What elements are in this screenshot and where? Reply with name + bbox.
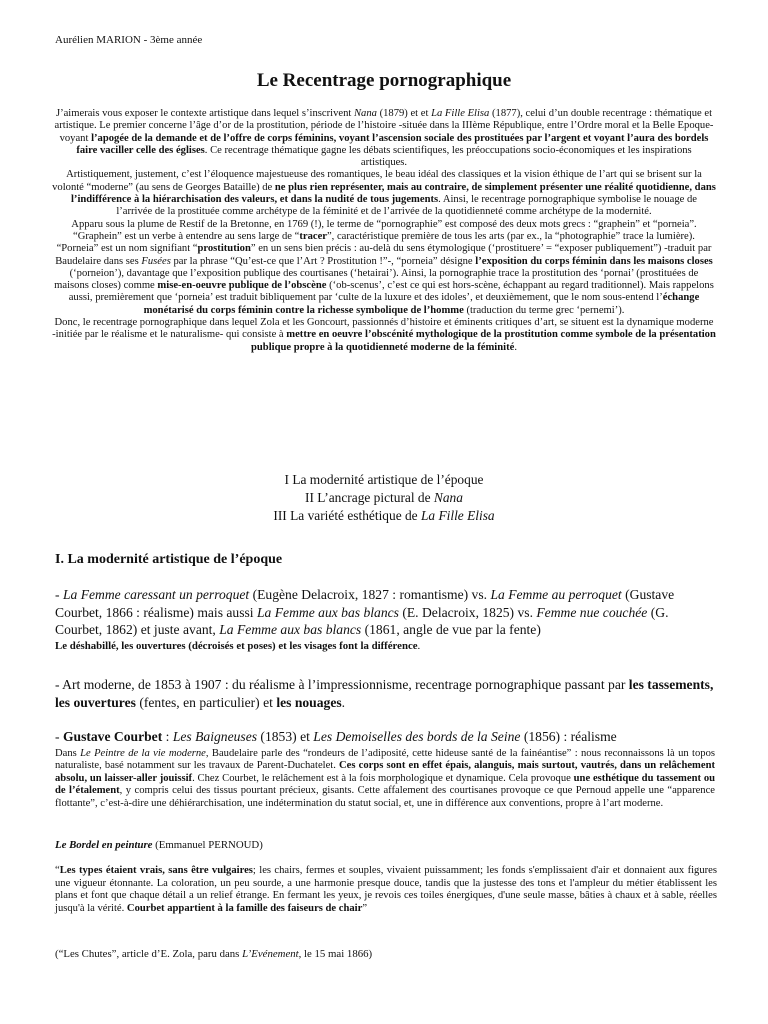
text-segment: ”, caractéristique première de tous les arts (par ex., la “photographie” trace la lumière). “Porneia” est un nom signifiant “ bbox=[56, 230, 695, 255]
courbet-heading bbox=[55, 728, 715, 746]
page-title: Le Recentrage pornographique bbox=[256, 70, 512, 91]
text-segment: . bbox=[341, 694, 346, 710]
text-segment: (1853) et bbox=[257, 729, 314, 744]
text-segment: Nana bbox=[353, 108, 377, 119]
section-paragraph-1 bbox=[55, 586, 715, 652]
text-segment: La Fille Elisa bbox=[431, 108, 490, 119]
text-segment: La Femme aux bas blancs bbox=[256, 604, 399, 620]
text-segment: ” en un sens bien précis : au-delà du sens étymologique (‘prostituere’ = “exposer publiquement”) -traduit par Baudelaire dans ses bbox=[55, 243, 712, 267]
text-segment: (fentes, en particulier) et bbox=[135, 694, 277, 710]
text-segment: Donc, le recentrage pornographique dans lequel Zola et les Goncourt, passionnés d’histoire et éminents critiques d’art, se situent est la dynamique moderne -initiée par le réalisme et le naturalisme- qui consiste à bbox=[52, 317, 714, 341]
paintings-conclusion bbox=[55, 640, 715, 653]
text-segment: Le Peintre de la vie moderne bbox=[80, 747, 206, 759]
text-segment: L’Evénement, bbox=[242, 948, 302, 960]
text-segment: - bbox=[55, 729, 63, 744]
courbet-body bbox=[55, 748, 715, 811]
text-segment: les nouages bbox=[276, 694, 342, 710]
text-segment: Les Baigneuses bbox=[172, 729, 258, 744]
text-segment: J’aimerais vous exposer le contexte artistique dans lequel s’inscrivent bbox=[55, 108, 354, 119]
introduction bbox=[52, 108, 716, 354]
text-segment: tracer bbox=[299, 230, 327, 242]
text-segment: : bbox=[162, 729, 173, 744]
text-segment: La Femme caressant un perroquet bbox=[62, 587, 250, 602]
text-segment: échange monétarisé du corps féminin contre la richesse symbolique de l’homme bbox=[143, 292, 700, 316]
text-segment: II L’ancrage pictural de bbox=[305, 490, 434, 505]
text-segment: Les Demoiselles des bords de la Seine bbox=[313, 729, 521, 744]
text-segment: La Femme au perroquet bbox=[490, 587, 622, 602]
text-segment: (‘porneion’), davantage que l’exposition publique des courtisanes (‘hetairai’). Ainsi, la pornographie trace la prostitution des ‘pornai’ (prostituées de maisons closes) comme bbox=[54, 267, 699, 292]
text-segment: par la phrase “Qu’est-ce que l’Art ? Prostitution !”-, “porneia” désigne bbox=[170, 255, 476, 267]
toc-item-2 bbox=[0, 489, 768, 507]
text-segment: (‘ob-scenus’, c’est ce qui est hors-scène, échappant au regard traditionnel). Mais rappelons aussi, premièrement que ‘porneia’ est traduit bibliquement par ‘culte de la luxure et des idoles’, et deuxièmement, que le nom sous-entend l’ bbox=[68, 280, 714, 304]
section-paragraph-3 bbox=[55, 728, 715, 810]
text-segment: les tassements, les ouvertures bbox=[55, 677, 714, 710]
text-segment: (1877), celui d’un double recentrage : thématique et artistique. Le premier concerne l’âge d’or de la prostitution, période de l’histoire -située dans la IIIème République, entre l’Ordre moral et la Belle Epoque- voyant bbox=[54, 108, 714, 144]
text-segment: - bbox=[55, 587, 63, 602]
text-segment: . Ce recentrage thématique gagne les débats scientifiques, les préoccupations socio-économiques et les inspirations artistiques. bbox=[204, 144, 692, 169]
text-segment: prostitution bbox=[197, 243, 251, 255]
text-segment: (G. Courbet, 1862) et juste avant, bbox=[55, 604, 669, 637]
text-segment: Courbet appartient à la famille des faiseurs de chair bbox=[126, 902, 363, 914]
text-segment: La Fille Elisa bbox=[420, 508, 495, 523]
text-segment: I La modernité artistique de l’époque bbox=[284, 472, 484, 487]
text-segment: III La variété esthétique de bbox=[273, 508, 421, 523]
text-segment: (1861, angle de vue par la fente) bbox=[361, 622, 541, 637]
text-segment: l’apogée de la demande et de l’offre de corps féminins, voyant l’ascension sociale des prostituées par l’argent et voyant l’aura des bordels faire vaciller celle des églises bbox=[76, 132, 709, 156]
text-segment: mise-en-oeuvre publique de l’obscène bbox=[157, 280, 327, 292]
zola-quote bbox=[55, 865, 717, 915]
text-segment: ” bbox=[362, 902, 368, 914]
text-segment: Apparu sous la plume de Restif de la Bretonne, en 1769 (!), le terme de “pornographie” est composé des deux mots grecs : “graphein” et “porneia”. “Graphein” est un verbe à entendre au sens large de “ bbox=[71, 218, 697, 242]
text-segment: Le Bordel en peinture bbox=[55, 839, 153, 851]
text-segment: La Femme aux bas blancs bbox=[219, 622, 362, 637]
text-segment: (Emmanuel PERNOUD) bbox=[152, 839, 263, 851]
text-segment: , Baudelaire parle des “rondeurs de l’adiposité, cette hideuse santé de la fainéantise” : nous reconnaissons là un topos naturaliste, basé notamment sur les travaux de Parent-Duchatelet. bbox=[55, 747, 716, 772]
text-segment: (traduction du terme grec ‘pernemi’). bbox=[463, 304, 625, 316]
paintings-comparison bbox=[55, 587, 674, 637]
intro-paragraph-1 bbox=[52, 108, 716, 169]
text-segment: Nana bbox=[433, 490, 463, 505]
text-segment: mettre en oeuvre l’obscénité mythologique de la prostitution comme symbole de la présentation publique propre à la quotidienneté moderne de la féminité bbox=[251, 329, 716, 353]
table-of-contents bbox=[0, 471, 768, 525]
text-segment: Femme nue couchée bbox=[536, 604, 648, 620]
text-segment: (Eugène Delacroix, 1827 : romantisme) vs. bbox=[249, 587, 491, 602]
text-segment: une esthétique du tassement ou de l’étalement bbox=[55, 772, 716, 797]
author-header: Aurélien MARION - 3ème année bbox=[55, 34, 203, 46]
quote-citation bbox=[55, 948, 372, 960]
text-segment: . bbox=[514, 341, 517, 353]
toc-item-3 bbox=[0, 507, 768, 525]
text-segment: ne plus rien représenter, mais au contraire, de simplement présenter une réalité quotidienne, dans l’indifférence à la hiérarchisation des valeurs, et dans la nudité de tous jugements bbox=[70, 181, 716, 206]
text-segment bbox=[55, 839, 152, 851]
conclusion-bold: Le déshabillé, les ouvertures (décroisés et poses) et les visages font la différence bbox=[55, 639, 418, 652]
section-paragraph-2 bbox=[55, 676, 715, 711]
text-segment: , y compris celui des tissus pourtant précieux, gisants. Cette affalement des courtisanes provoque ce que Pernoud appelle une “apparence flottante”, c’est-à-dire une déhiérarchisation, une indétermination du statut social, et, une in différence aux conventions, propre à l’art moderne. bbox=[55, 785, 715, 809]
toc-item-1 bbox=[0, 471, 768, 489]
text-segment: . Chez Courbet, le relâchement est à la fois morphologique et dynamique. Cela provoque bbox=[192, 772, 574, 784]
text-segment: Fusées bbox=[141, 255, 171, 267]
text-segment: l’exposition du corps féminin dans les maisons closes bbox=[475, 255, 713, 267]
text-segment: (1879) et et bbox=[376, 108, 432, 119]
intro-paragraph-3 bbox=[52, 219, 716, 317]
pernoud-subheading bbox=[55, 839, 263, 851]
intro-paragraph-4 bbox=[52, 317, 716, 354]
text-segment: le 15 mai 1866) bbox=[301, 948, 373, 960]
text-segment: . Ainsi, le recentrage pornographique symbolise le nouage de l’arrivée de la prostituée comme archétype de la féminité et de l’arrivée de la quotidienneté comme archétype de la modernité. bbox=[116, 194, 698, 218]
text-segment: Artistiquement, justement, c’est l’éloquence majestueuse des romantiques, le beau idéal des classiques et la vision éthique de l’art qui se brisent sur la volonté “moderne” (au sens de Georges Bataille) de bbox=[52, 169, 702, 193]
section-heading: I. La modernité artistique de l’époque bbox=[55, 552, 283, 567]
text-segment: Dans bbox=[55, 747, 81, 759]
text-segment: (“Les Chutes”, article d’E. Zola, paru dans bbox=[55, 948, 243, 960]
text-segment: (E. Delacroix, 1825) vs. bbox=[398, 604, 537, 620]
conclusion-end: . bbox=[417, 639, 421, 652]
text-segment: “ bbox=[55, 865, 60, 876]
intro-paragraph-2 bbox=[52, 169, 716, 218]
text-segment: (1856) : réalisme bbox=[520, 729, 617, 744]
text-segment: Gustave Courbet bbox=[62, 729, 163, 744]
text-segment: Ces corps sont en effet épais, alanguis, mais surtout, vautrés, dans un relâchement absolu, un laisser-aller jouissif bbox=[55, 760, 715, 784]
text-segment: Les types étaient vrais, sans être vulgaires bbox=[59, 865, 253, 876]
text-segment: ; les chairs, fermes et souples, vivaient puissamment; les fonds s'emplissaient d'air et donnaient aux figures une vigueur étonnante. La coloration, un peu sourde, a une harmonie presque douce, tandis que la justesse des tons et l'ampleur du métier établissent les plans et font que chaque détail a un relief étrange. En fermant les yeux, je revois ces toiles énergiques, d'une seule masse, bâties à chaux et à sable, réelles jusqu'à la vérité. bbox=[55, 865, 717, 914]
text-segment: - Art moderne, de 1853 à 1907 : du réalisme à l’impressionnisme, recentrage pornographique passant par bbox=[55, 677, 629, 692]
text-segment: (Gustave Courbet, 1866 : réalisme) mais aussi bbox=[55, 587, 675, 620]
